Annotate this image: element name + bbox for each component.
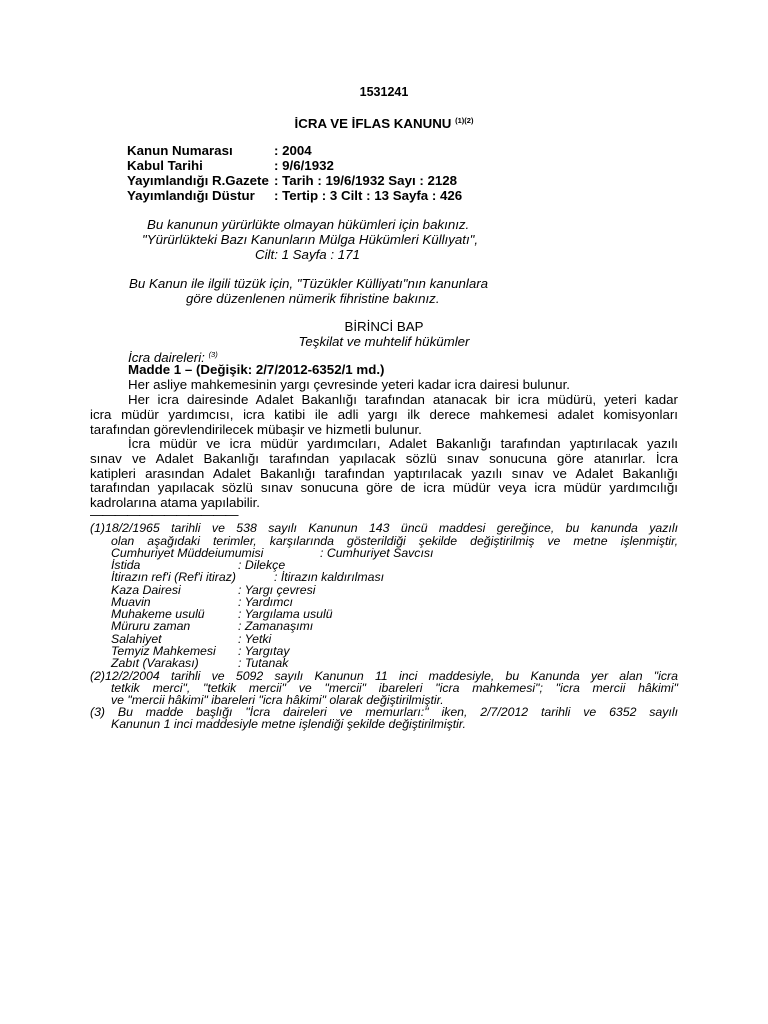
section-heading-text: İcra daireleri: (128, 350, 205, 365)
term-old: Zabıt (Varakası) (111, 656, 199, 670)
article-line: İcra müdür ve icra müdür yardımcıları, Adalet Bakanlığı tarafından yaptırılacak yazılı (128, 436, 678, 451)
section-heading-footnote-ref: (3) (208, 350, 218, 359)
term-old: Salahiyet (111, 632, 162, 646)
article-title: Madde 1 – (Değişik: 2/7/2012-6352/1 md.) (128, 362, 385, 377)
footnote-separator: ———————————— (90, 507, 238, 522)
law-title (90, 113, 678, 131)
term-old: İstida (111, 558, 141, 572)
law-title-footnote-refs: (1)(2) (455, 116, 474, 125)
term-old: Müruru zaman (111, 619, 191, 633)
footnote-1-line: (1)18/2/1965 tarihli ve 538 sayılı Kanunun 143 üncü maddesi gereğince, bu kanunda yazılı (90, 521, 678, 535)
meta-label-official-gazette: Yayımlandığı R.Gazete (127, 173, 269, 188)
term-old: Kaza Dairesi (111, 583, 181, 597)
footnote-2-line: (2)12/2/2004 tarihli ve 5092 sayılı Kanunun 11 inci maddesiyle, bu Kanunda yer alan "icra (90, 669, 678, 683)
term-new: : Zamanaşımı (238, 619, 314, 633)
article-line: Her icra dairesinde Adalet Bakanlığı tarafından atanacak bir icra müdürü, yeteri kadar (128, 392, 678, 407)
article-line: icra müdür yardımcısı, icra katibi ile adli yargı ilk derece mahkemesi adalet komisyonları (90, 407, 678, 422)
term-old: Muhakeme usulü (111, 607, 205, 621)
footnote-1-line: olan aşağıdaki terimler, karşılarında gösterildiği şekilde değiştirilmiş ve metne işlenmiştir, (111, 534, 678, 548)
chapter-heading: BİRİNCİ BAP (344, 319, 424, 334)
footnote-3-line: Kanunun 1 inci maddesiyle metne işlendiği şekilde değiştirilmiştir. (111, 717, 466, 731)
note-line: Bu Kanun ile ilgili tüzük için, "Tüzükler Külliyatı"nın kanunlara (129, 276, 489, 291)
note-line: Bu kanunun yürürlükte olmayan hükümleri için bakınız. (147, 217, 470, 232)
term-new: : İtirazın kaldırılması (274, 570, 385, 584)
term-new: : Yargılama usulü (238, 607, 333, 621)
term-old: İtirazın ref'i (Ref'i itiraz) (111, 570, 236, 584)
term-new: : Tutanak (238, 656, 289, 670)
meta-value-dustur: : Tertip : 3 Cilt : 13 Sayfa : 426 (274, 188, 463, 203)
meta-value-official-gazette: : Tarih : 19/6/1932 Sayı : 2128 (274, 173, 458, 188)
document-number: 1531241 (359, 85, 409, 99)
term-old: Muavin (111, 595, 151, 609)
article-line: kadrolarına atama yapılabilir. (90, 495, 260, 510)
meta-value-acceptance-date: : 9/6/1932 (274, 158, 334, 173)
footnote-3-line: (3) Bu madde başlığı "İcra daireleri ve memurları:" iken, 2/7/2012 tarihli ve 6352 sayılı (90, 705, 678, 719)
meta-label-law-number: Kanun Numarası (127, 143, 233, 158)
term-new: : Dilekçe (238, 558, 286, 572)
footnote-2-line: tetkik merci", "tetkik mercii" ve "mercii" ibareleri "icra mahkemesi"; "icra mercii hâkimi" (111, 681, 678, 695)
term-new: : Yetki (238, 632, 272, 646)
chapter-subtitle: Teşkilat ve muhtelif hükümler (298, 334, 470, 349)
article-line: Her asliye mahkemesinin yargı çevresinde yeteri kadar icra dairesi bulunur. (128, 377, 570, 392)
article-line: tarafından görevlendirilecek mübaşir ve hizmetli bulunur. (90, 422, 422, 437)
note-line: "Yürürlükteki Bazı Kanunların Mülga Hükümleri Küllıyatı", (142, 232, 479, 247)
note-line: göre düzenlenen nümerik fihristine bakınız. (186, 291, 440, 306)
article-line: sınav ve Adalet Bakanlığı tarafından yapılacak sözlü sınav sonucuna göre atanırlar. İcra (90, 451, 678, 466)
term-new: : Yargıtay (238, 644, 290, 658)
term-old: Cumhuriyet Müddeiumumisi (111, 546, 264, 560)
term-old: Temyiz Mahkemesi (111, 644, 216, 658)
note-line: Cilt: 1 Sayfa : 171 (255, 247, 360, 262)
term-new: : Yardımcı (238, 595, 293, 609)
article-line: katipleri arasından Adalet Bakanlığı tarafından yaptırılacak yazılı sınav ve Adalet Bakanlığı (90, 466, 678, 481)
meta-label-acceptance-date: Kabul Tarihi (127, 158, 203, 173)
article-line: tarafından yapılacak sözlü sınav sonucuna göre de icra müdür veya icra müdür yardımcılığı (90, 480, 678, 495)
meta-value-law-number: : 2004 (274, 143, 312, 158)
term-new: : Cumhuriyet Savcısı (320, 546, 434, 560)
footnote-2-line: ve "mercii hâkimi" ibareleri "icra hâkimi" olarak değiştirilmiştir. (111, 693, 444, 707)
term-new: : Yargı çevresi (238, 583, 316, 597)
law-title-text: İCRA VE İFLAS KANUNU (294, 116, 452, 131)
meta-label-dustur: Yayımlandığı Düstur (127, 188, 255, 203)
